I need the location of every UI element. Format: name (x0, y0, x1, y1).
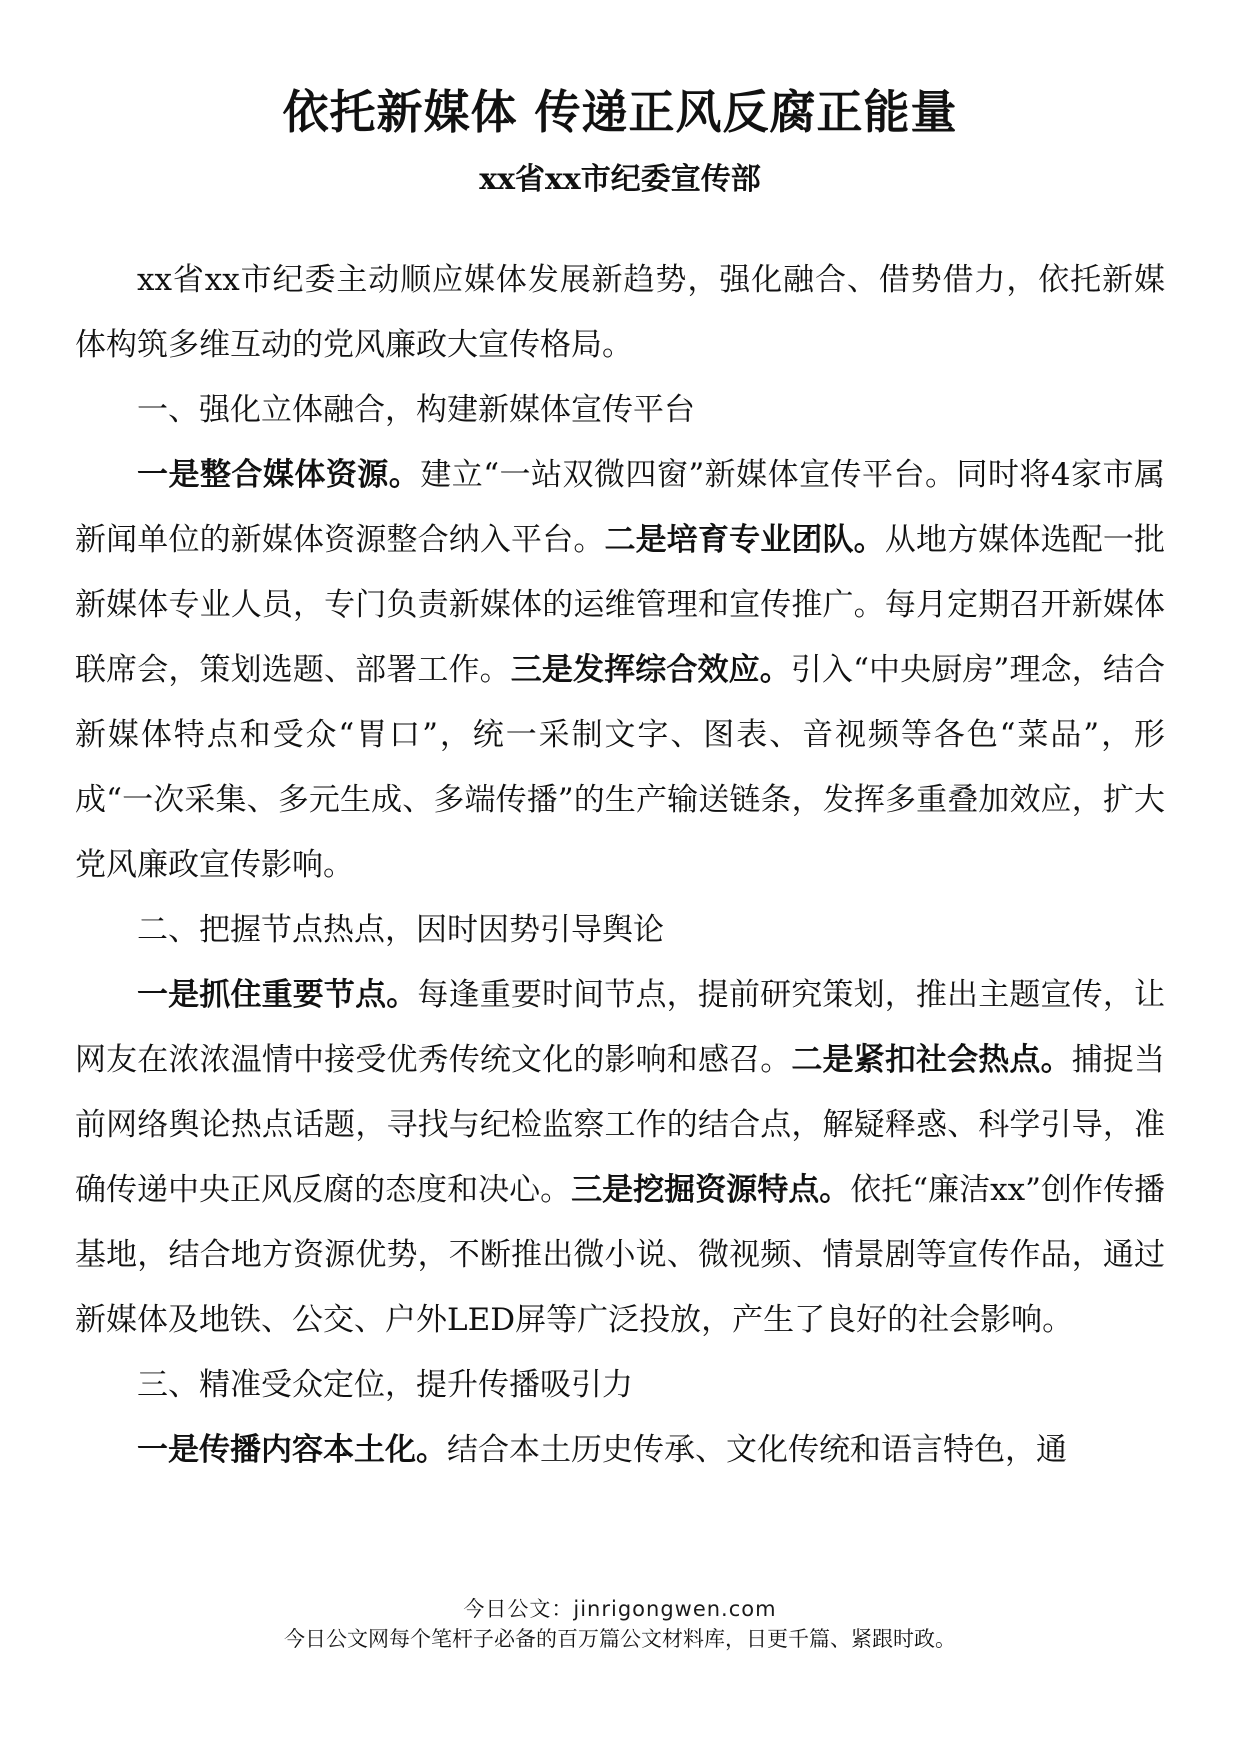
point-text: 引入“中央厨房”理念，结合新媒体特点和受众“胃口”，统一采制文字、图表、音视频等各色“菜品”，形成“一次采集、多元生成、多端传播”的生产输送链条，发挥多重叠加效应，扩大党风廉政宣传影响。 (75, 652, 1165, 883)
document-title: 依托新媒体 传递正风反腐正能量 (282, 85, 958, 139)
point-text: 从地方媒体选配一批新媒体专业人员，专门负责新媒体的运维管理和宣传推广。每月定期召开新媒体联席会，策划选题、部署工作。 (75, 522, 1166, 688)
point-bold: 一是传播内容本土化。 (137, 1432, 447, 1468)
point-text: 依托“廉洁xx”创作传播基地，结合地方资源优势，不断推出微小说、微视频、情景剧等宣传作品，通过新媒体及地铁、公交、户外LED屏等广泛投放，产生了良好的社会影响。 (75, 1172, 1165, 1338)
intro-paragraph: xx省xx市纪委主动顺应媒体发展新趋势，强化融合、借势借力，依托新媒体构筑多维互动的党风廉政大宣传格局。 (75, 262, 1165, 363)
footer-site-link[interactable]: jinrigongwen.com (573, 1597, 777, 1621)
point-bold: 三是发挥综合效应。 (510, 652, 791, 688)
section-heading-2: 二、把握节点热点，因时因势引导舆论 (137, 912, 664, 948)
document-body (75, 248, 1165, 1483)
footer-tagline: 今日公文网每个笔杆子必备的百万篇公文材料库，日更千篇、紧跟时政。 (284, 1627, 956, 1651)
section-paragraph-3 (75, 1418, 1165, 1483)
point-bold: 二是紧扣社会热点。 (791, 1042, 1072, 1078)
point-bold: 二是培育专业团队。 (604, 522, 885, 558)
point-bold: 三是挖掘资源特点。 (571, 1172, 851, 1208)
point-text: 建立“一站双微四窗”新媒体宣传平台。同时将4家市属新闻单位的新媒体资源整合纳入平台。 (75, 457, 1165, 558)
point-text: 结合本土历史传承、文化传统和语言特色，通 (447, 1432, 1067, 1468)
footer-site-label: 今日公文： (463, 1597, 574, 1621)
point-text: 捕捉当前网络舆论热点话题，寻找与纪检监察工作的结合点，解疑释惑、科学引导，准确传递中央正风反腐的态度和决心。 (75, 1042, 1166, 1208)
point-bold: 一是整合媒体资源。 (137, 457, 421, 493)
section-heading-1: 一、强化立体融合，构建新媒体宣传平台 (137, 392, 695, 428)
point-text: 每逢重要时间节点，提前研究策划，推出主题宣传，让网友在浓浓温情中接受优秀传统文化的影响和感召。 (75, 977, 1165, 1078)
section-paragraph-2 (75, 963, 1165, 1353)
section-heading-3: 三、精准受众定位，提升传播吸引力 (137, 1367, 633, 1403)
point-bold: 一是抓住重要节点。 (137, 977, 418, 1013)
section-paragraph-1 (75, 443, 1165, 898)
document-author: xx省xx市纪委宣传部 (479, 162, 761, 197)
footer-site-line (0, 1594, 1240, 1624)
page-footer (0, 1594, 1240, 1654)
